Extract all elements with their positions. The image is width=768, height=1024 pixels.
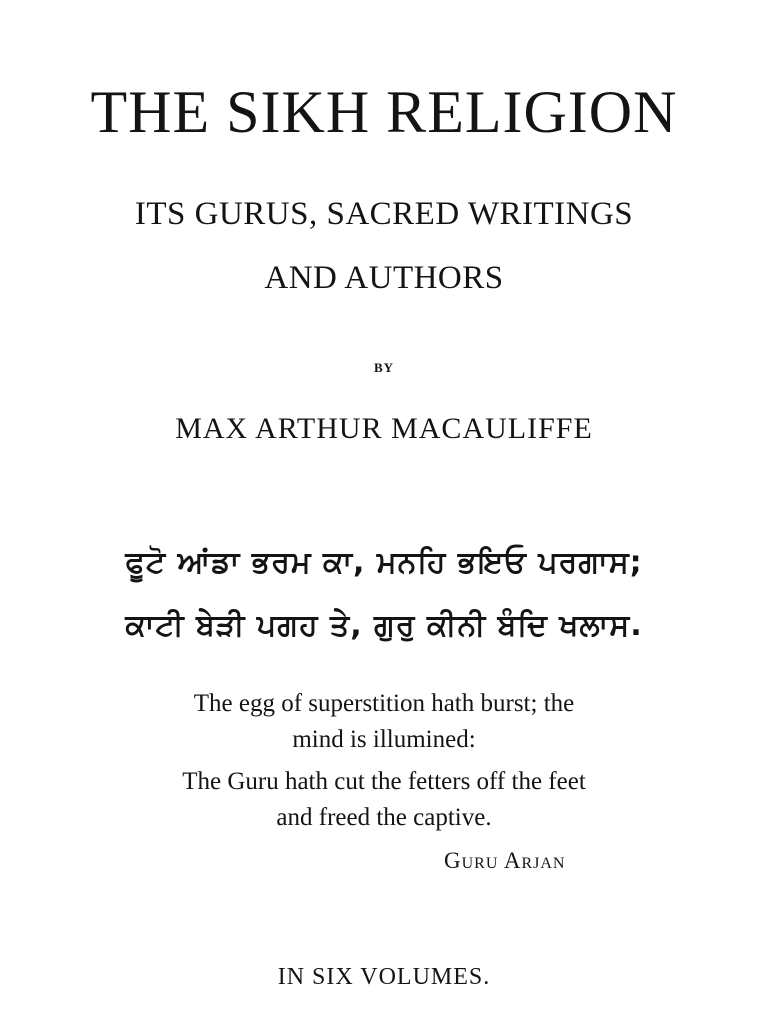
- book-subtitle-line-1: ITS GURUS, SACRED WRITINGS: [134, 196, 634, 232]
- translation-line-1: The egg of superstition hath burst; the: [193, 690, 575, 717]
- epigraph-attribution: Guru Arjan: [444, 848, 566, 873]
- volumes-note: IN SIX VOLUMES.: [277, 964, 491, 990]
- book-title: THE SIKH RELIGION: [90, 79, 678, 145]
- translation-line-4: and freed the captive.: [276, 804, 492, 831]
- translation-line-3: The Guru hath cut the fetters off the feet: [182, 768, 586, 795]
- gurmukhi-verse-line-1: ਫੂਟੋ ਆਂਡਾ ਭਰਮ ਕਾ, ਮਨਹਿ ਭਇਓ ਪਰਗਾਸ;: [125, 545, 643, 580]
- translation-line-2: mind is illumined:: [292, 726, 476, 753]
- book-subtitle-line-2: AND AUTHORS: [264, 260, 504, 296]
- by-label: BY: [373, 360, 395, 375]
- author-name: MAX ARTHUR MACAULIFFE: [175, 412, 593, 445]
- gurmukhi-verse-line-2: ਕਾਟੀ ਬੇੜੀ ਪਗਹ ਤੇ, ਗੁਰੁ ਕੀਨੀ ਬੰਦਿ ਖਲਾਸ.: [125, 608, 643, 643]
